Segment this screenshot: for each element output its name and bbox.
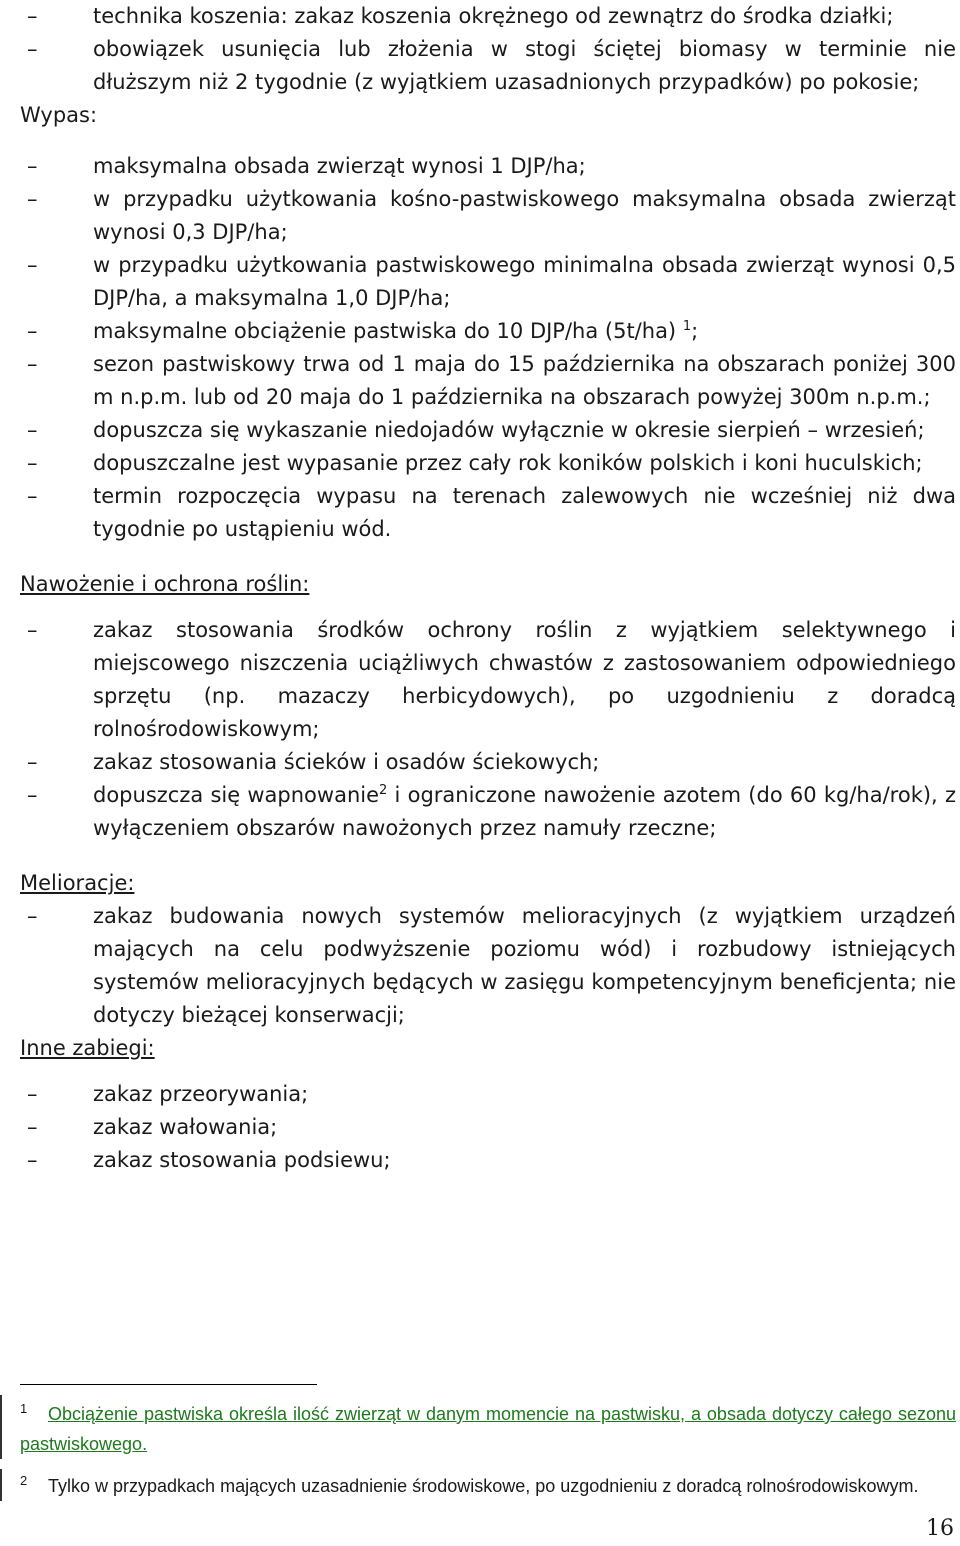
list-item: – maksymalna obsada zwierząt wynosi 1 DJP/ha; [20, 150, 956, 183]
dash-marker: – [27, 418, 38, 442]
section-heading-melioration: Melioracje: [20, 871, 135, 895]
dash-marker: – [27, 187, 38, 211]
dash-marker: – [27, 4, 38, 28]
dash-marker: – [27, 319, 38, 343]
dash-marker: – [27, 1115, 38, 1139]
section-heading-grazing: Wypas: [20, 103, 98, 127]
list-item: – technika koszenia: zakaz koszenia okrężnego od zewnątrz do środka działki; [20, 0, 956, 33]
list-item: – zakaz wałowania; [20, 1111, 956, 1144]
section-heading-other: Inne zabiegi: [20, 1036, 155, 1060]
footnote-ref-1[interactable]: 1 [682, 319, 692, 334]
mowing-list [20, 0, 956, 99]
document-body [20, 0, 956, 1177]
dash-marker: – [27, 352, 38, 376]
dash-marker: – [27, 37, 38, 61]
dash-marker: – [27, 484, 38, 508]
list-item: – zakaz stosowania środków ochrony roślin z wyjątkiem selektywnego i miejscowego niszczenia uciążliwych chwastów z zastosowaniem odpowiedniego sprzętu (np. mazaczy herbicydowych), po uzgodnieniu z doradcą rolnośrodowiskowym; [20, 614, 956, 746]
dash-marker: – [27, 904, 38, 928]
list-item: – zakaz stosowania podsiewu; [20, 1144, 956, 1177]
footnote-1 [20, 1399, 956, 1459]
list-item: – sezon pastwiskowy trwa od 1 maja do 15 października na obszarach poniżej 300 m n.p.m. lub od 20 maja do 1 października na obszarach powyżej 300m n.p.m.; [20, 348, 956, 414]
list-item: – dopuszcza się wykaszanie niedojadów wyłącznie w okresie sierpień – wrzesień; [20, 414, 956, 447]
melioration-list [20, 900, 956, 1032]
dash-marker: – [27, 783, 38, 807]
list-item: – zakaz stosowania ścieków i osadów ściekowych; [20, 746, 956, 779]
list-item: – maksymalne obciążenie pastwiska do 10 DJP/ha (5t/ha) $^1$; [20, 315, 956, 348]
list-item: – zakaz budowania nowych systemów melioracyjnych (z wyjątkiem urządzeń mających na celu podwyższenie poziomu wód) i rozbudowy istniejących systemów melioracyjnych będących w zasięgu kompetencyjnym beneficjenta; nie dotyczy bieżącej konserwacji; [20, 900, 956, 1032]
footnote-ref-2[interactable]: 2 [379, 783, 388, 798]
other-list [20, 1078, 956, 1177]
list-item: – w przypadku użytkowania kośno-pastwiskowego maksymalna obsada zwierząt wynosi 0,3 DJP/ha; [20, 183, 956, 249]
dash-marker: – [27, 154, 38, 178]
dash-marker: – [27, 1148, 38, 1172]
footnote-number: 2 [20, 1473, 28, 1488]
footnote-text: Tylko w przypadkach mających uzasadnienie środowiskowe, po uzgodnieniu z doradcą rolnośrodowiskowym. [48, 1476, 919, 1496]
dash-marker: – [27, 253, 38, 277]
footnote-number: 1 [20, 1401, 28, 1416]
list-item: – dopuszcza się wapnowanie$^2$ i ograniczone nawożenie azotem (do 60 kg/ha/rok), z wyłączeniem obszarów nawożonych przez namuły rzeczne; [20, 779, 956, 845]
list-item: – zakaz przeorywania; [20, 1078, 956, 1111]
change-bar [0, 1395, 2, 1459]
dash-marker: – [27, 618, 38, 642]
dash-marker: – [27, 1082, 38, 1106]
fertilization-list [20, 614, 956, 845]
dash-marker: – [27, 451, 38, 475]
dash-marker: – [27, 750, 38, 774]
page-number: 16 [926, 1516, 954, 1541]
footnote-separator [20, 1384, 317, 1385]
list-item: – w przypadku użytkowania pastwiskowego minimalna obsada zwierząt wynosi 0,5 DJP/ha, a maksymalna 1,0 DJP/ha; [20, 249, 956, 315]
change-bar [0, 1469, 2, 1501]
list-item: – dopuszczalne jest wypasanie przez cały rok koników polskich i koni huculskich; [20, 447, 956, 480]
footnote-link[interactable]: Obciążenie pastwiska określa ilość zwierząt w danym momencie na pastwisku, a obsada dotyczy całego sezonu pastwiskowego. [20, 1404, 956, 1454]
section-heading-fertilization: Nawożenie i ochrona roślin: [20, 572, 310, 596]
footnote-2 [20, 1471, 956, 1501]
list-item: – termin rozpoczęcia wypasu na terenach zalewowych nie wcześniej niż dwa tygodnie po ustąpieniu wód. [20, 480, 956, 546]
grazing-list [20, 150, 956, 546]
list-item: – obowiązek usunięcia lub złożenia w stogi ściętej biomasy w terminie nie dłuższym niż 2 tygodnie (z wyjątkiem uzasadnionych przypadków) po pokosie; [20, 33, 956, 99]
footnotes [20, 1384, 956, 1501]
